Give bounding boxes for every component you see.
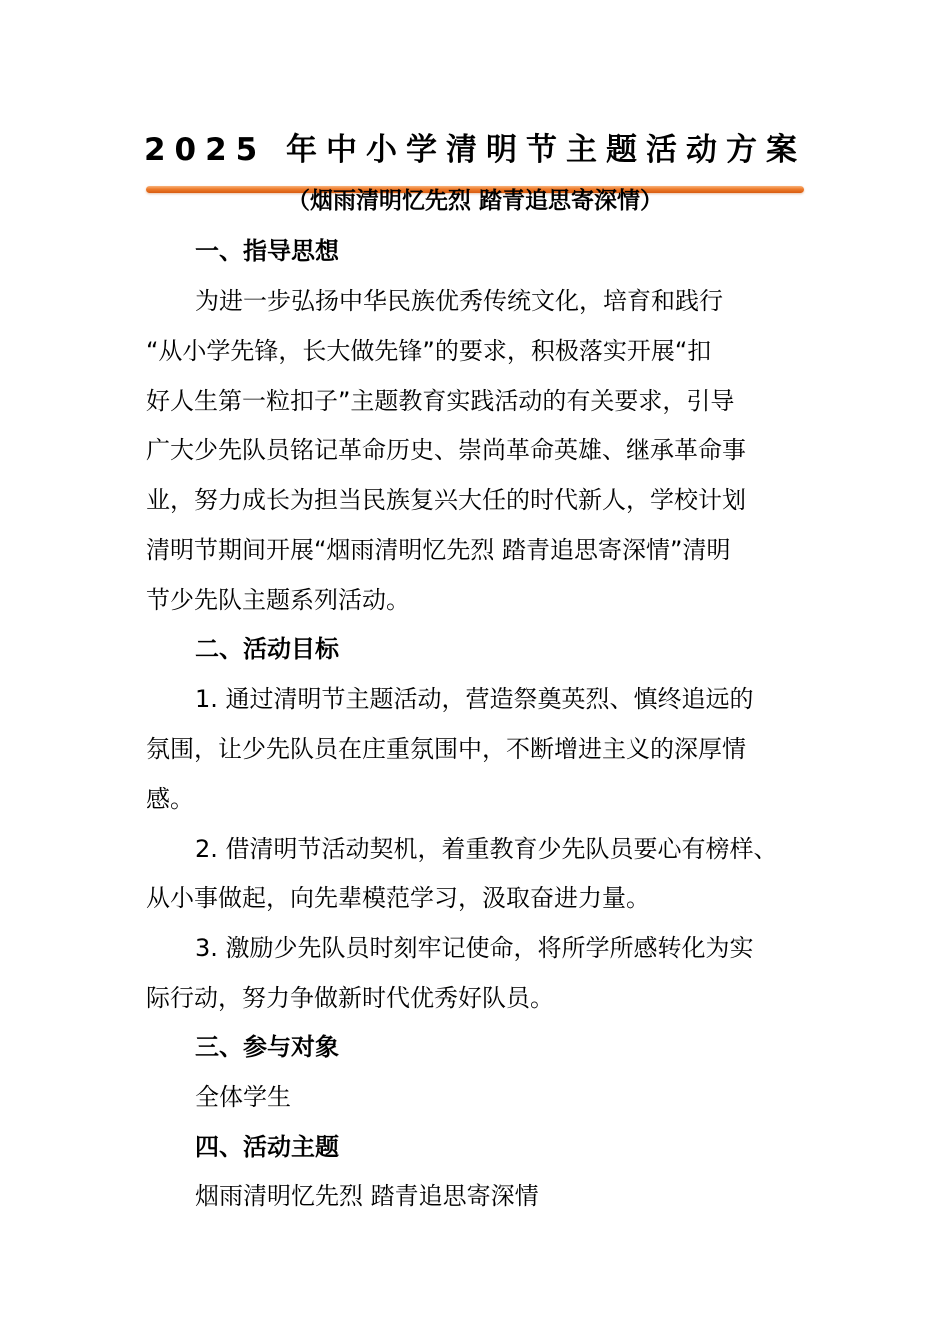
document-title: 2025 年中小学清明节主题活动方案: [143, 132, 807, 168]
paragraph-line: 清明节期间开展“烟雨清明忆先烈 踏青追思寄深情”清明: [146, 536, 731, 564]
document-subtitle: （烟雨清明忆先烈 踏青追思寄深情）: [286, 188, 663, 214]
paragraph-line: 全体学生: [195, 1083, 291, 1111]
goal-item-line: 感。: [146, 785, 194, 813]
goal-item-line: 从小事做起，向先辈模范学习，汲取奋进力量。: [146, 884, 650, 912]
paragraph-line: “从小学先锋，长大做先锋”的要求，积极落实开展“扣: [146, 337, 712, 365]
goal-item-line: 1. 通过清明节主题活动，营造祭奠英烈、慎终追远的: [195, 685, 754, 713]
paragraph-line: 节少先队主题系列活动。: [146, 586, 410, 614]
section-heading-activity-theme: 四、活动主题: [195, 1133, 339, 1161]
goal-item-line: 3. 激励少先队员时刻牢记使命，将所学所感转化为实: [195, 934, 754, 962]
goal-item-line: 际行动，努力争做新时代优秀好队员。: [146, 984, 554, 1012]
section-heading-guiding-ideology: 一、指导思想: [195, 237, 339, 265]
paragraph-line: 为进一步弘扬中华民族优秀传统文化，培育和践行: [195, 287, 723, 315]
paragraph-line: 好人生第一粒扣子”主题教育实践活动的有关要求，引导: [146, 387, 735, 415]
paragraph-line: 广大少先队员铭记革命历史、崇尚革命英雄、继承革命事: [146, 436, 746, 464]
section-heading-activity-goals: 二、活动目标: [195, 635, 339, 663]
goal-item-line: 2. 借清明节活动契机，着重教育少先队员要心有榜样、: [195, 835, 778, 863]
goal-item-line: 氛围，让少先队员在庄重氛围中，不断增进主义的深厚情: [146, 735, 746, 763]
section-heading-participants: 三、参与对象: [195, 1033, 339, 1061]
paragraph-line: 烟雨清明忆先烈 踏青追思寄深情: [195, 1182, 539, 1210]
paragraph-line: 业，努力成长为担当民族复兴大任的时代新人，学校计划: [146, 486, 746, 514]
